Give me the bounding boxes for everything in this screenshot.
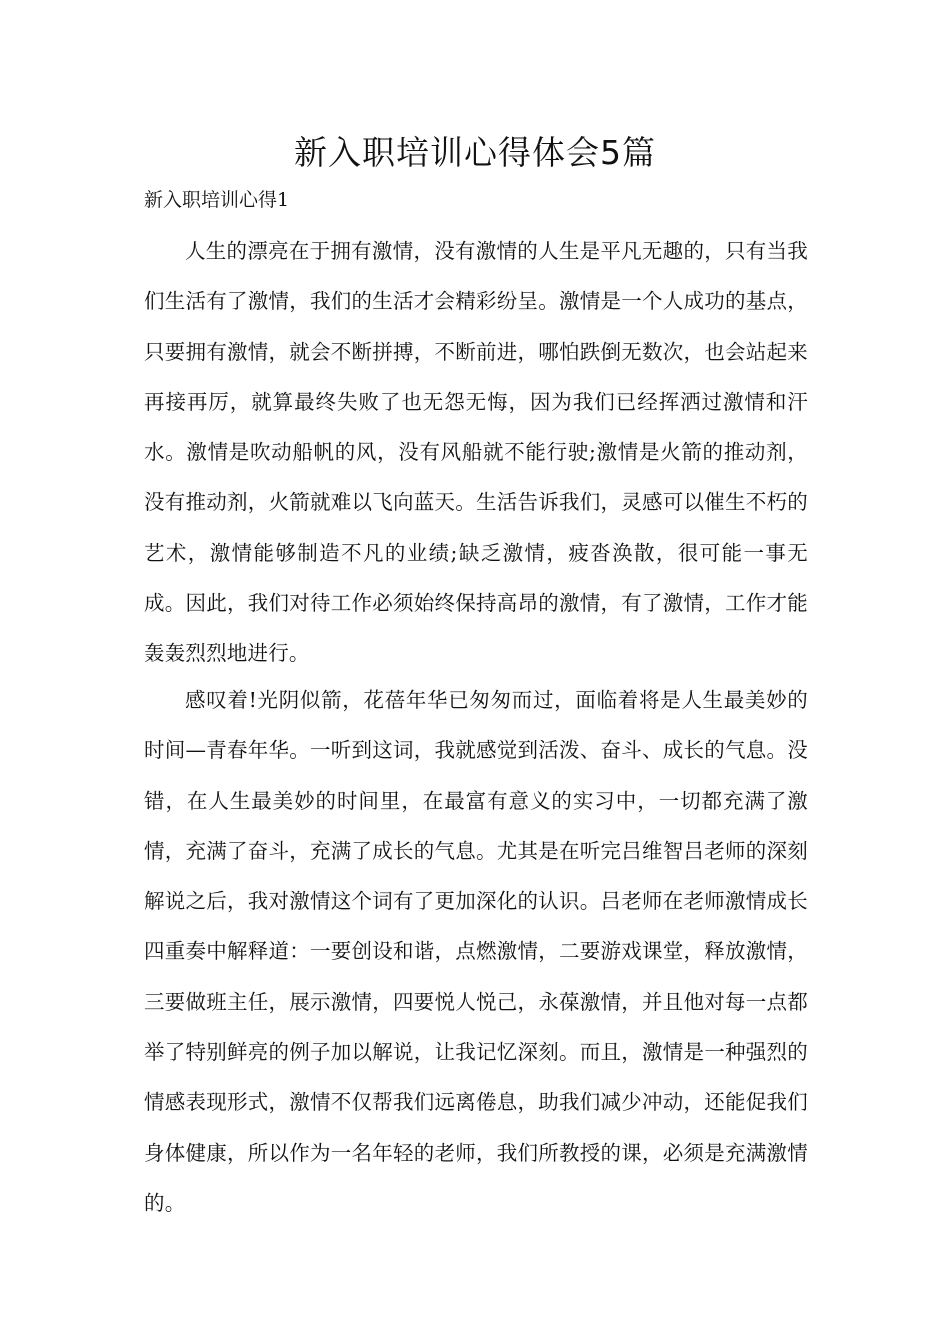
paragraph-2: 感叹着!光阴似箭，花蓓年华已匆匆而过，面临着将是人生最美妙的时间—青春年华。一听到这词，我就感觉到活泼、奋斗、成长的气息。没错，在人生最美妙的时间里，在最富有意义的实习中，一切都充满了激情，充满了奋斗，充满了成长的气息。尤其是在听完吕维智吕老师的深刻解说之后，我对激情这个词有了更加深化的认识。吕老师在老师激情成长四重奏中解释道：一要创设和谐，点燃激情，二要游戏课堂，释放激情，三要做班主任，展示激情，四要悦人悦己，永葆激情，并且他对每一点都举了特别鲜亮的例子加以解说，让我记忆深刻。而且，激情是一种强烈的情感表现形式，激情不仅帮我们远离倦息，助我们减少冲动，还能促我们身体健康，所以作为一名年轻的老师，我们所教授的课，必须是充满激情的。 [144,688,808,1215]
section-heading: 新入职培训心得1 [144,189,290,211]
document-title: 新入职培训心得体会5篇 [294,133,656,172]
paragraph-1: 人生的漂亮在于拥有激情，没有激情的人生是平凡无趣的，只有当我们生活有了激情，我们的生活才会精彩纷呈。激情是一个人成功的基点，只要拥有激情，就会不断拼搏，不断前进，哪怕跌倒无数次，也会站起来再接再厉，就算最终失败了也无怨无悔，因为我们已经挥洒过激情和汗水。激情是吹动船帆的风，没有风船就不能行驶;激情是火箭的推动剂，没有推动剂，火箭就难以飞向蓝天。生活告诉我们，灵感可以催生不朽的艺术，激情能够制造不凡的业绩;缺乏激情，疲沓涣散，很可能一事无成。因此，我们对待工作必须始终保持高昂的激情，有了激情，工作才能轰轰烈烈地进行。 [144,239,808,666]
